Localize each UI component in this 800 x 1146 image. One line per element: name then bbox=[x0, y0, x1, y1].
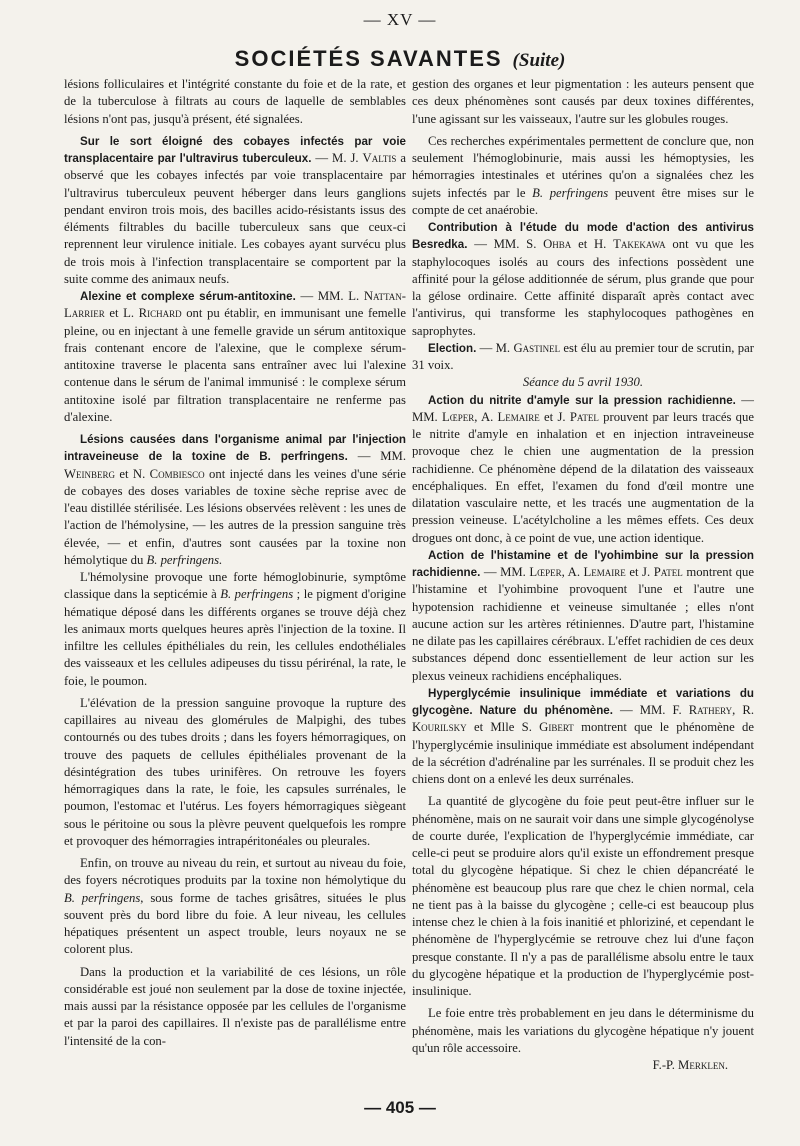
text: et Mlle S. bbox=[466, 720, 540, 735]
text: peuvent être mises sur le compte de cet anaérobie. bbox=[412, 185, 754, 217]
text: montrent que l'histamine et l'yohimbine provoquent l'une et l'autre une hypotension rachidienne et veineuse simultanée ; elles n'ont aucune action sur les artères rétiniennes. D'autre part, l'histamine ne dilate pas les capillaires cérébraux. L'effet rachidien de ces deux substances dépend donc essentiellement de leur action sur les plexus veineux rachidiens encéphaliques. bbox=[412, 565, 755, 683]
paragraph-glycogene bbox=[412, 793, 754, 1000]
author-name: Lœper, A. Lemaire bbox=[441, 409, 540, 424]
report-title: Lésions causées dans l'organisme animal par l'injection intraveineuse de la toxine de B. perfringens. bbox=[64, 433, 406, 464]
report-title: Sur le sort éloigné des cobayes infectés par voie transplacentaire par l'ultravirus tuberculeux. bbox=[64, 134, 406, 165]
text: Le foie entre très probablement en jeu dans le déterminisme du phénomène, mais les variations du glycogène hépatique n'y jouent qu'un rôle accessoire. bbox=[412, 1006, 754, 1055]
report-title: Action de l'histamine et de l'yohimbine sur la pression rachidienne. bbox=[412, 548, 754, 579]
report-title: Alexine et complexe sérum-antitoxine. bbox=[80, 290, 296, 303]
text: — MM. bbox=[412, 392, 754, 424]
report-antivirus bbox=[412, 219, 754, 340]
text: et H. bbox=[571, 237, 614, 252]
text: lésions folliculaires et l'intégrité constante du foie et de la rate, et de la tuberculose à filtrats au cours de laquelle de semblables lésions n'ont pas, jusqu'à présent, été signalées. bbox=[64, 77, 406, 126]
roman-folio: — XV — bbox=[363, 10, 437, 29]
report-histamine bbox=[412, 547, 754, 685]
text: montrent que le phénomène de l'hyperglycémie insulinique immédiate est absolument indépendant de la sécrétion d'adrénaline par les surrénales. Il se produit chez les chiens dont on a enlevé les deux surrénales. bbox=[412, 720, 754, 786]
author-name: Kourilsky bbox=[412, 720, 467, 735]
text: ont pu établir, en immunisant une femelle pleine, ou en injectant à une femelle gravide un sérum antitoxique frais contenant encore de l'alexine, que le complexe sérum-antitoxine traverse le placenta sans entraîner avec lui l'alexine contenue dans le sérum de l'animal immunisé : le complexe sérum antitoxine isolé par filtration transplacentaire ne renferme pas d'alexine. bbox=[64, 306, 406, 424]
text: L'élévation de la pression sanguine provoque la rupture des capillaires au niveau des glomérules de Malpighi, des tubes contournés ou des tubes droits ; dans les foyers hémorragiques, on trouve des paquets de cellules épithéliales provenant de la désintégration des tubes urinifères. On retrouve les foyers hémorragiques dans la rate, le foie, les capsules surrénales, le poumon, l'estomac et l'utérus. Les foyers hémorragiques siègeant sous le péritoine ou sous la plèvre peuvent quelquefois les rompre et provoquer des hémorragies intrapéritonéales ou pleurales. bbox=[64, 695, 406, 848]
paragraph-foie bbox=[412, 1005, 754, 1057]
author-name: Lœper, A. Lemaire bbox=[529, 565, 626, 579]
text: prouvent par leurs tracés que le nitrite d'amyle en inhalation et en injection intraveineuse provoque chez le chien une augmentation de la pression rachidienne. Ce phénomène dépend de la dilatation des vaisseaux encéphaliques. En effet, l'examen du fond d'œil montre une dilatation vasculaire nette, et les tracés une augmentation de la pression veineuse. L'acétylcholine a les mêmes effets. Ces deux drogues ont donc, à ce point de vue, une action identique. bbox=[412, 409, 754, 545]
seance-date: Séance du 5 avril 1930. bbox=[522, 375, 644, 390]
species-name: B. perfringens bbox=[64, 890, 141, 905]
author-name: Gibert bbox=[539, 720, 574, 735]
text: et L. bbox=[104, 306, 139, 321]
text: — MM. L. bbox=[295, 289, 364, 303]
species-name: B. perfringens bbox=[220, 587, 294, 602]
report-nitrite bbox=[412, 392, 754, 547]
text: , sous forme de taches grisâtres, situées le plus souvent près du bord libre du foie. A leur niveau, les cellules hépatiques présentent un aspect trouble, leurs noyaux ne se colorent plus. bbox=[64, 890, 406, 957]
paragraph-hemolysine bbox=[64, 569, 406, 690]
page-number: — 405 — bbox=[364, 1098, 436, 1117]
author-name: Richard bbox=[138, 306, 182, 321]
text: La quantité de glycogène du foie peut peut-être influer sur le phénomène, mais on ne saurait voir dans une simple glycogénolyse de courte durée, l'explication de l'hyperglycémie immédiate, car celle-ci peut se produire alors qu'il existe un effondrement presque total du glycogène hépatique. Si chez le chien dépancréaté le phénomène est beaucoup plus rare que chez le chien normal, cela ne tient pas à la baisse du glycogène ; celle-ci est beaucoup plus intense chez le chien à la fois inanitié et phloriziné, et cependant le phénomène de l'hyperglycémie se retrouve chez lui d'une façon presque constante. Il n'y a pas de parallélisme absolu entre le taux du glycogène hépatique et la production de l'hyperglycémie post-insulinique. bbox=[412, 794, 754, 998]
text: et N. bbox=[114, 466, 150, 481]
text: ; le pigment d'origine hématique déposé dans les différents organes se trouve déjà chez les animaux morts quelques heures après l'injection de la toxine. Il infiltre les cellules épithéliales du rein, les cellules endothéliales des vaisseaux et les cellules adipeuses du tissu périrénal, la rate, le foie, le poumon. bbox=[64, 587, 406, 688]
signature-name: Merklen. bbox=[678, 1058, 728, 1072]
text: et J. bbox=[625, 565, 654, 579]
text: — MM. bbox=[347, 449, 406, 464]
text: gestion des organes et leur pigmentation : les auteurs pensent que ces deux phénomènes sont causés par deux toxines différentes, l'une agissant sur les vaisseaux, l'autre sur les globules rouges. bbox=[412, 77, 754, 126]
author-name: Patel bbox=[653, 565, 683, 579]
text: Ces recherches expérimentales permettent de conclure que, non seulement l'hémoglobinurie, mais aussi les hémoptysies, les hémorragies intestinales et utérines qu'on a signalées chez les sujets infectés par le bbox=[412, 133, 754, 200]
author-name: Valtis bbox=[362, 151, 397, 165]
text: Enfin, on trouve au niveau du rein, et surtout au niveau du foie, des foyers nécrotiques produits par la toxine non hémolytique du bbox=[64, 856, 406, 888]
text: — MM. bbox=[480, 565, 530, 579]
paragraph-rein bbox=[64, 855, 406, 959]
report-hyperglycemie bbox=[412, 685, 754, 789]
section-suite: (Suite) bbox=[512, 50, 566, 71]
paragraph-pression bbox=[64, 695, 406, 850]
species-name: B. perfringens bbox=[532, 185, 609, 200]
author-name: Patel bbox=[569, 409, 599, 424]
paragraph-continued bbox=[412, 76, 754, 128]
text: Dans la production et la variabilité de ces lésions, un rôle considérable est joué non seulement par la dose de toxine injectée, mais aussi par la résistance opposée par les cellules de l'organisme et par la paroi des capillaires. Il n'existe pas de parallélisme entre l'intensité de la con- bbox=[64, 964, 406, 1048]
text: — MM. F. bbox=[612, 703, 689, 717]
species-name: B. perfringens. bbox=[146, 552, 223, 567]
left-column bbox=[64, 76, 406, 1050]
text: ont vu que les staphylocoques isolés au cours des infections possèdent une affinité pour la gélose additionnée de sérum, plus grande que pour la gélose ordinaire. Cette affinité disparaît après contact avec l'antivirus, qui transforme les staphylocoques pathogènes en saprophytes. bbox=[412, 237, 754, 338]
report-valtis bbox=[64, 133, 406, 288]
report-title: Hyperglycémie insulinique immédiate et variations du glycogène. Nature du phénomène. bbox=[412, 686, 754, 717]
report-alexine bbox=[64, 288, 406, 426]
signature bbox=[412, 1057, 754, 1074]
section-title: SOCIÉTÉS SAVANTES bbox=[234, 46, 503, 71]
text: — MM. S. bbox=[467, 237, 544, 252]
right-column bbox=[412, 76, 754, 1074]
report-title: Contribution à l'étude du mode d'action des antivirus Besredka. bbox=[412, 221, 754, 252]
author-name: Weinberg bbox=[64, 466, 115, 481]
signature-initials: F.-P. bbox=[652, 1058, 679, 1072]
author-name: Nattan-Larrier bbox=[64, 289, 406, 321]
paragraph-conclusion bbox=[412, 133, 754, 219]
text: et J. bbox=[539, 409, 570, 424]
paragraph-production bbox=[64, 964, 406, 1050]
text: a observé que les cobayes infectés par voie transplacentaire par l'ultravirus tuberculeux peuvent héberger dans leurs ganglions pendant environ trois mois, des bacilles acido-résistants issus des éléments filtrables du bacille tuberculeux sans que ceux-ci reprennent leur virulence initiale. Les cobayes ayant survécu plus de trois mois à l'infection transplacentaire se comportent par la suite comme des animaux neufs. bbox=[64, 151, 406, 286]
paragraph-continued bbox=[64, 76, 406, 128]
text: est élu au premier tour de scrutin, par 31 voix. bbox=[412, 340, 755, 372]
author-name: Rathery bbox=[688, 703, 733, 717]
author-name: Ohba bbox=[543, 237, 572, 252]
text: — M. bbox=[476, 340, 514, 355]
author-name: Takekawa bbox=[613, 237, 666, 252]
text: , R. bbox=[732, 703, 754, 717]
report-election bbox=[412, 340, 754, 375]
text: L'hémolysine provoque une forte hémoglobinurie, symptôme classique dans la septicémie à bbox=[64, 570, 406, 602]
text: — M. J. bbox=[311, 151, 363, 165]
section-header bbox=[0, 46, 800, 72]
report-title: Action du nitrite d'amyle sur la pression rachidienne. bbox=[428, 393, 736, 407]
report-title: Election. bbox=[428, 341, 477, 355]
author-name: Gastinel bbox=[513, 340, 561, 355]
text: ont injecté dans les veines d'une série de cobayes des doses variables de toxine sèche reprise avec de l'eau distillée stérilisée. Les lésions observées relèvent : les unes de l'action de l'hémolysine, — les autres de la pression sanguine très élevée, — et enfin, d'autres sont causées par la toxine non hémolytique du bbox=[64, 466, 407, 567]
author-name: Combiesco bbox=[149, 466, 205, 481]
report-lesions bbox=[64, 431, 406, 569]
